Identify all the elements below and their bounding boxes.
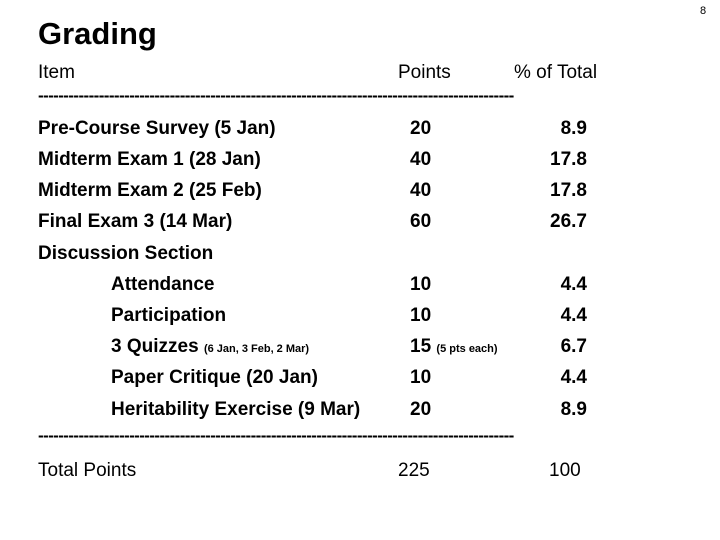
row-label: Heritability Exercise (9 Mar): [111, 399, 361, 420]
row-label-text: 3 Quizzes: [111, 336, 199, 357]
row-points: 60: [410, 211, 432, 232]
row-label: Pre-Course Survey (5 Jan): [38, 118, 276, 139]
row-points: 40: [410, 180, 432, 201]
section-heading-discussion: Discussion Section: [38, 243, 214, 264]
row-points-note: (5 pts each): [436, 343, 498, 355]
row-points-text: 15: [410, 336, 432, 357]
row-points: [410, 336, 498, 358]
total-points: 225: [398, 460, 430, 481]
row-points: 40: [410, 149, 432, 170]
column-header-item: Item: [38, 62, 75, 83]
row-points: 10: [410, 367, 432, 388]
total-label: Total Points: [38, 460, 137, 481]
row-percent: 17.8: [550, 149, 587, 170]
page-title: Grading: [38, 16, 157, 51]
row-label: Midterm Exam 1 (28 Jan): [38, 149, 261, 170]
row-points: 10: [410, 305, 432, 326]
separator-top: ----------------------------------------------------------------------------------------------: [38, 86, 514, 105]
row-label: Attendance: [111, 274, 215, 295]
row-label: Final Exam 3 (14 Mar): [38, 211, 233, 232]
row-percent: 6.7: [560, 336, 587, 357]
page-number: 8: [700, 5, 707, 17]
row-label: Paper Critique (20 Jan): [111, 367, 318, 388]
row-percent: 8.9: [560, 118, 587, 139]
row-label-note: (6 Jan, 3 Feb, 2 Mar): [203, 343, 310, 355]
total-percent: 100: [549, 460, 581, 481]
row-label: Participation: [111, 305, 227, 326]
row-percent: 17.8: [550, 180, 587, 201]
row-label: Midterm Exam 2 (25 Feb): [38, 180, 262, 201]
row-percent: 4.4: [560, 367, 587, 388]
row-points: 10: [410, 274, 432, 295]
row-percent: 26.7: [550, 211, 587, 232]
column-header-points: Points: [398, 62, 451, 83]
row-label: [111, 336, 309, 358]
row-points: 20: [410, 118, 432, 139]
row-points: 20: [410, 399, 432, 420]
row-percent: 8.9: [560, 399, 587, 420]
separator-bottom: ----------------------------------------------------------------------------------------------: [38, 426, 514, 445]
row-percent: 4.4: [560, 305, 587, 326]
row-percent: 4.4: [560, 274, 587, 295]
column-header-percent: % of Total: [514, 62, 598, 83]
